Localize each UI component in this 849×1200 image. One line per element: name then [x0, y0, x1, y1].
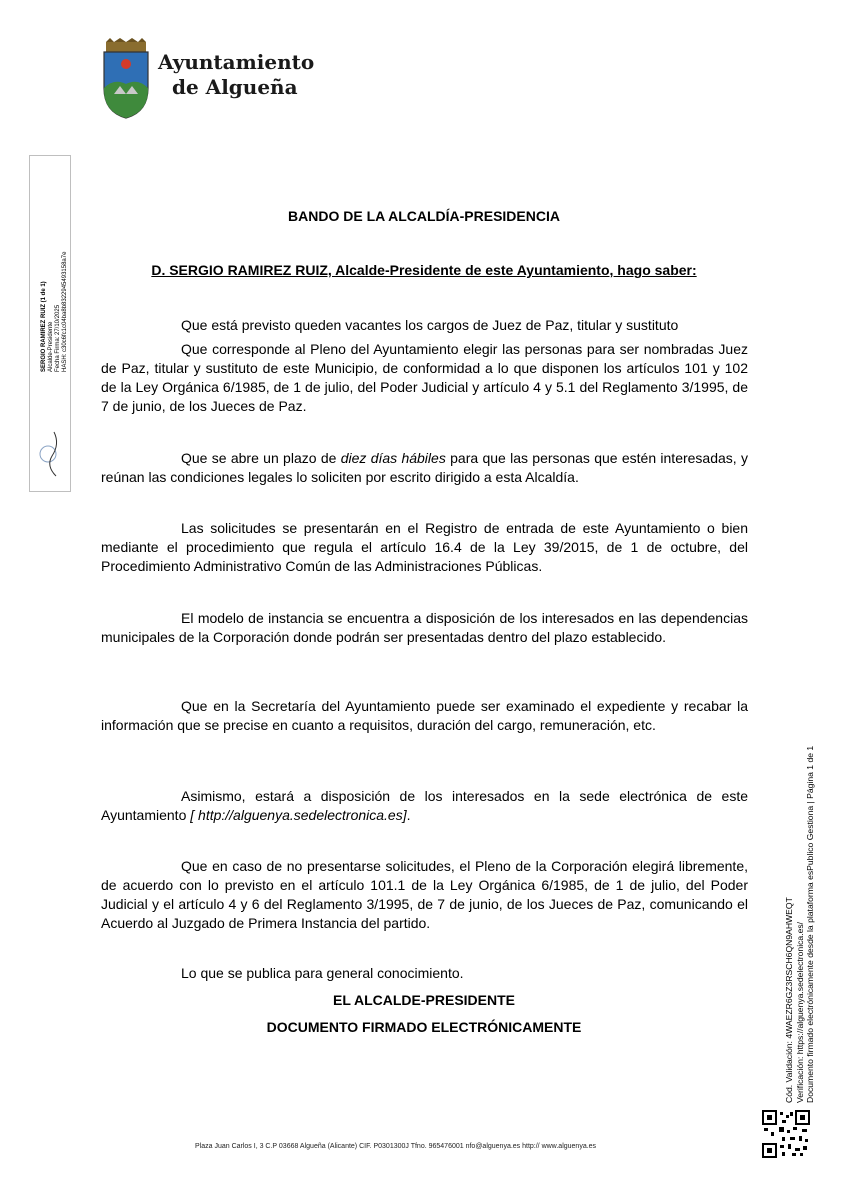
paragraph-9 — [101, 964, 748, 983]
paragraph-3-text-b: para que las personas que estén interesadas, y reúnan las condiciones legales lo soliciten por escrito dirigido a esta Alcaldía. — [101, 450, 748, 485]
paragraph-7 — [101, 787, 748, 825]
letterhead — [100, 38, 360, 123]
validation-panel — [782, 745, 822, 1105]
validation-code: Cód. Validación: 4WAEZR6GZ3RSCH6QN9AHWEQT — [784, 897, 794, 1103]
paragraph-8-text: Que en caso de no presentarse solicitudes, el Pleno de la Corporación elegirá libremente, de acuerdo con lo previsto en el artículo 101.1 de la Ley Orgánica 6/1985, de 1 de julio, del Poder Judicial y el artículo 4 y 6 del Reglamento 3/1995, de 7 de junio, de los Jueces de Paz, comunicando el Acuerdo al Juzgado de Primera Instancia del partido. — [101, 858, 748, 931]
town-crest-icon — [100, 38, 152, 120]
paragraph-1 — [101, 316, 748, 335]
document-subtitle: D. SERGIO RAMIREZ RUIZ, Alcalde-Presidente de este Ayuntamiento, hago saber: — [151, 262, 697, 278]
signature-date: Fecha Firma: 27/10/2025 — [55, 304, 61, 372]
paragraph-9-text: Lo que se publica para general conocimiento. — [181, 965, 464, 981]
verification-url[interactable]: Verificación: https://alguenya.sedelectronica.es/ — [794, 921, 805, 1103]
paragraph-3-italic: diez días hábiles — [340, 450, 446, 466]
logo-line-1: Ayuntamiento — [158, 50, 315, 74]
qr-code-icon[interactable] — [762, 1110, 810, 1158]
platform-note: Documento firmado electrónicamente desde la plataforma esPublico Gestiona | Página 1 de 1 — [805, 745, 815, 1103]
paragraph-4-text: Las solicitudes se presentarán en el Registro de entrada de este Ayuntamiento o bien mediante el procedimiento que regula el artículo 16.4 de la Ley 39/2015, de 1 de octubre, del Procedimiento Administrativo Común de las Administraciones Públicas. — [101, 520, 748, 574]
paragraph-7-text: Asimismo, estará a disposición de los interesados en la sede electrónica de este Ayuntamiento — [101, 788, 748, 823]
paragraph-4 — [101, 519, 748, 576]
signer-name: SERGIO RAMIREZ RUIZ (1 de 1) — [41, 281, 47, 372]
signer-role: Alcalde-Presidente — [48, 321, 54, 372]
document-title: BANDO DE LA ALCALDÍA-PRESIDENCIA — [288, 208, 560, 224]
paragraph-8 — [101, 857, 748, 933]
signature-stamp-icon — [36, 426, 64, 481]
paragraph-2-text: Que corresponde al Pleno del Ayuntamiento elegir las personas para ser nombradas Juez de Paz, titular y sustituto de este Municipio, de conformidad a lo que disponen los artículos 101 y 102 de la Ley Orgánica 6/1985, de 1 de julio, del Poder Judicial y artículo 4 y 5.1 del Reglamento 3/1995, de 7 de junio, de los Jueces de Paz. — [101, 341, 748, 414]
town-name — [158, 50, 314, 100]
logo-line-2: de Algueña — [172, 75, 298, 99]
signature-panel — [29, 155, 71, 492]
paragraph-5-text: El modelo de instancia se encuentra a disposición de los interesados en las dependencias municipales de la Corporación donde podrán ser presentadas dentro del plazo establecido. — [101, 610, 748, 645]
paragraph-7-end: . — [406, 807, 411, 823]
electronic-signature-note: DOCUMENTO FIRMADO ELECTRÓNICAMENTE — [266, 1019, 582, 1035]
signature-hash: HASH: c30c6fc1c04ba8b8322945493158a7e — [62, 251, 68, 372]
paragraph-5 — [101, 609, 748, 647]
paragraph-2 — [101, 340, 748, 416]
footer-address: Plaza Juan Carlos I, 3 C.P 03668 Algueña (Alicante) CIF. P0301300J Tfno. 965476001 nfo@alguenya.es http:// www.alguenya.es — [195, 1143, 597, 1150]
paragraph-6 — [101, 697, 748, 735]
signatory-title: EL ALCALDE-PRESIDENTE — [332, 992, 515, 1008]
paragraph-3 — [101, 449, 748, 487]
paragraph-1-text: Que está previsto queden vacantes los cargos de Juez de Paz, titular y sustituto — [181, 317, 679, 333]
paragraph-6-text: Que en la Secretaría del Ayuntamiento puede ser examinado el expediente y recabar la información que se precise en cuanto a requisitos, duración del cargo, remuneración, etc. — [101, 698, 748, 733]
paragraph-3-text-a: Que se abre un plazo de — [181, 450, 341, 466]
sede-electronica-link[interactable]: [ http://alguenya.sedelectronica.es] — [190, 807, 407, 823]
